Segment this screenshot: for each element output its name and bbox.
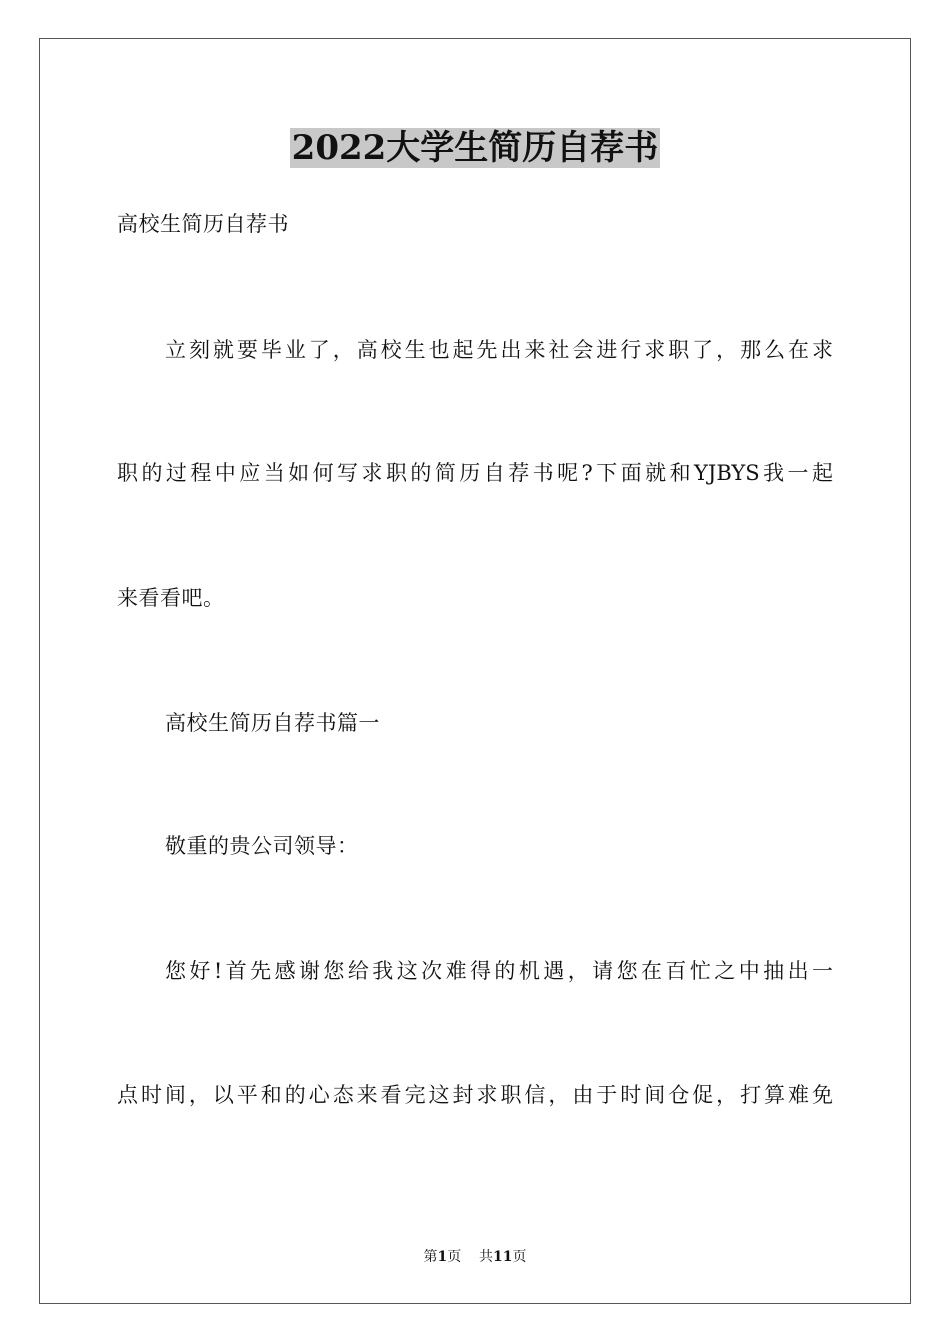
total-pages-number: 11 [493, 1249, 513, 1265]
page-suffix: 页 [447, 1249, 462, 1265]
section-heading: 高校生简历自荐书篇一 [165, 711, 380, 735]
paragraph-line: 点时间，以平和的心态来看完这封求职信，由于时间仓促，打算难免 [117, 1083, 833, 1107]
current-page-number: 1 [437, 1249, 448, 1265]
paragraph-line: 来看看吧。 [117, 586, 225, 610]
document-subtitle: 高校生简历自荐书 [117, 212, 289, 236]
page-footer [0, 1247, 950, 1267]
document-title [0, 126, 950, 170]
title-text: 2022大学生简历自荐书 [291, 128, 659, 168]
total-prefix: 共 [479, 1249, 494, 1265]
total-suffix: 页 [512, 1249, 527, 1265]
page-prefix: 第 [423, 1249, 438, 1265]
paragraph-line: 您好!首先感谢您给我这次难得的机遇，请您在百忙之中抽出一 [165, 959, 833, 983]
paragraph-line: 立刻就要毕业了，高校生也起先出来社会进行求职了，那么在求 [165, 338, 833, 362]
paragraph-line: 职的过程中应当如何写求职的简历自荐书呢?下面就和YJBYS我一起 [117, 461, 833, 485]
salutation: 敬重的贵公司领导： [165, 834, 359, 858]
